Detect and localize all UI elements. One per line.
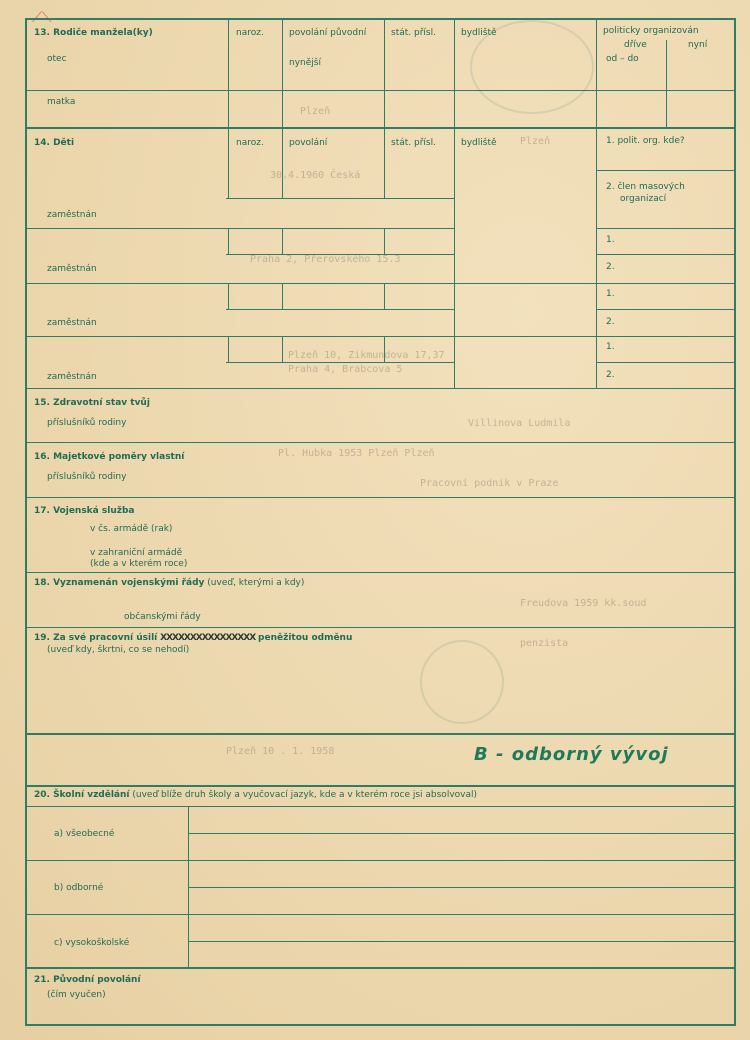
label-obcanskymi: občanskými řády bbox=[124, 612, 201, 622]
label-odborne: b) odborné bbox=[54, 883, 104, 893]
typed-text: Plzeň 10 . 1. 1958 bbox=[226, 746, 335, 757]
section-18-note: (uveď, kterými a kdy) bbox=[207, 578, 305, 588]
label-otec: otec bbox=[47, 54, 67, 64]
section-18-title: 18. Vyznamenán vojenskými řády bbox=[34, 578, 205, 588]
label-naroz: naroz. bbox=[236, 138, 264, 148]
label-num-2: 2. bbox=[606, 262, 615, 272]
section-21-note: (čím vyučen) bbox=[47, 990, 106, 1000]
label-vseobecne: a) všeobecné bbox=[54, 829, 115, 839]
label-povolani: povolání bbox=[289, 138, 328, 148]
label-zamestnan: zaměstnán bbox=[47, 264, 97, 274]
section-19-title-line bbox=[34, 633, 352, 644]
label-nyni: nyní bbox=[688, 40, 708, 50]
section-16-sub: příslušníků rodiny bbox=[47, 472, 127, 482]
typed-text: Pracovní podnik v Praze bbox=[420, 478, 559, 489]
typed-text: Villinova Ludmila bbox=[468, 418, 571, 429]
typed-text: Plzeň bbox=[520, 136, 551, 147]
section-15-title: 15. Zdravotní stav tvůj bbox=[34, 398, 150, 408]
section-13-title: 13. Rodiče manžela(ky) bbox=[34, 28, 153, 38]
section-20-title-line bbox=[34, 790, 477, 801]
typed-text: Plzeň bbox=[300, 106, 331, 117]
label-matka: matka bbox=[47, 97, 76, 107]
label-zahranicni: v zahraniční armádě bbox=[90, 548, 183, 558]
typed-text: Praha 4, Brabcova 5 bbox=[288, 364, 403, 375]
section-16-title: 16. Majetkové poměry vlastní bbox=[34, 452, 185, 462]
label-od-do: od – do bbox=[606, 54, 639, 64]
label-clen-masovych: 2. člen masových bbox=[606, 182, 685, 192]
part-b-heading: B - odborný vývoj bbox=[474, 744, 669, 765]
label-num-1: 1. bbox=[606, 289, 615, 299]
typed-text: Praha 2, Přerovského 15.3 bbox=[250, 254, 401, 265]
label-vysokoskolske: c) vysokoškolské bbox=[54, 938, 130, 948]
section-14-title: 14. Děti bbox=[34, 138, 75, 148]
label-politicky: politicky organizován bbox=[603, 26, 699, 36]
label-zamestnan: zaměstnán bbox=[47, 372, 97, 382]
label-polit-org: 1. polit. org. kde? bbox=[606, 136, 685, 146]
label-stat-prisl: stát. přísl. bbox=[391, 138, 436, 148]
section-19-end: peněžitou odměnu bbox=[258, 633, 353, 643]
section-21-title: 21. Původní povolání bbox=[34, 975, 141, 985]
label-kde-kdy: (kde a v kterém roce) bbox=[90, 559, 188, 569]
label-bydliste: bydliště bbox=[461, 28, 497, 38]
label-stat-prisl: stát. přísl. bbox=[391, 28, 436, 38]
section-18-title-line bbox=[34, 578, 304, 589]
section-15-sub: příslušníků rodiny bbox=[47, 418, 127, 428]
typed-text: penzista bbox=[520, 638, 569, 649]
label-num-1: 1. bbox=[606, 342, 615, 352]
label-num-2: 2. bbox=[606, 370, 615, 380]
label-nynejsi: nynější bbox=[289, 58, 321, 68]
label-num-2: 2. bbox=[606, 317, 615, 327]
crossed-out-text: XXXXXXXXXXXXXXXX bbox=[160, 633, 256, 643]
label-povolani-puvodni: povolání původní bbox=[289, 28, 367, 38]
typed-text: Pl. Hubka 1953 Plzeň Plzeň bbox=[278, 448, 435, 459]
label-cs-armade: v čs. armádě (rak) bbox=[90, 524, 173, 534]
typed-text: 30.4.1960 Česká bbox=[270, 170, 361, 181]
corner-mark-icon: ⟋⟍ bbox=[32, 10, 52, 26]
label-drive: dříve bbox=[624, 40, 647, 50]
label-zamestnan: zaměstnán bbox=[47, 210, 97, 220]
label-bydliste: bydliště bbox=[461, 138, 497, 148]
section-19-note: (uveď kdy, škrtni, co se nehodí) bbox=[47, 645, 190, 655]
section-19-title: 19. Za své pracovní úsilí bbox=[34, 633, 158, 643]
typed-text: Freudova 1959 kk.soud bbox=[520, 598, 647, 609]
label-zamestnan: zaměstnán bbox=[47, 318, 97, 328]
label-organizaci: organizací bbox=[620, 194, 667, 204]
section-17-title: 17. Vojenská služba bbox=[34, 506, 135, 516]
label-num-1: 1. bbox=[606, 235, 615, 245]
typed-text: Plzeň 10, Zikmundova 17,37 bbox=[288, 350, 445, 361]
section-20-note: (uveď blíže druh školy a vyučovací jazyk, kde a v kterém roce jsi absolvoval) bbox=[132, 790, 478, 800]
section-20-title: 20. Školní vzdělání bbox=[34, 790, 130, 800]
label-naroz: naroz. bbox=[236, 28, 264, 38]
